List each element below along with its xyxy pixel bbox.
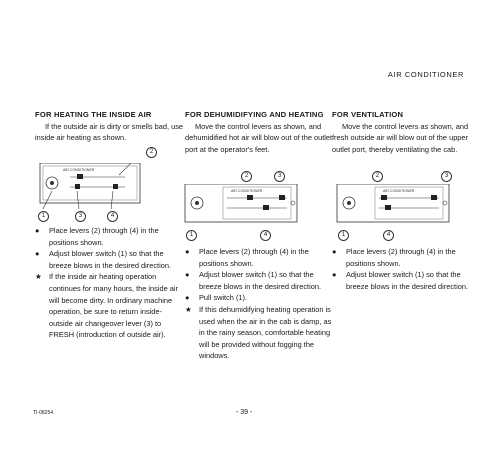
- col2-intro: Move the control levers as shown, and dehumidified hot air will blow out of the outlet port at the operator's feet.: [185, 121, 333, 154]
- col3-ref-bottom-1: 1: [338, 230, 349, 241]
- list-item: ● Place levers (2) through (4) in the positions shown.: [185, 247, 309, 268]
- col3-ref-top-3: 3: [441, 171, 452, 182]
- col1-ref-top-2: 2: [146, 147, 157, 158]
- col1-ref-bottom-4: 4: [107, 211, 118, 222]
- column-dehumidifying: [185, 109, 335, 155]
- column-ventilation: [332, 109, 482, 155]
- section-header: AIR CONDITIONER: [387, 70, 464, 79]
- list-item: ● Adjust blower switch (1) so that the breeze blows in the desired direction.: [332, 270, 469, 291]
- col2-ref-bottom-4: 4: [260, 230, 271, 241]
- panel-diagram-dehumidifying: [183, 184, 303, 228]
- lever-3-icon: [431, 195, 437, 200]
- col3-intro: Move the control levers as shown, and fresh outside air will blow out of the upper outlet port, thereby ventilating the cab.: [332, 121, 469, 154]
- lever-3-icon: [279, 195, 285, 200]
- list-item: ★ If the inside air heating operation continues for many hours, the inside air will become dirty. In ordinary machine operation, be sure to return inside-outside air changeover lever (3) to FRESH (introduction of outside air).: [35, 272, 178, 340]
- lever-2-icon: [77, 174, 83, 179]
- list-item: ● Adjust blower switch (1) so that the breeze blows in the desired direction.: [35, 249, 172, 270]
- col3-ref-top-2: 2: [372, 171, 383, 182]
- column-heating: [35, 109, 185, 144]
- list-item: ● Adjust blower switch (1) so that the breeze blows in the desired direction.: [185, 270, 322, 291]
- col2-ref-bottom-1: 1: [186, 230, 197, 241]
- panel-diagram-ventilation: [335, 184, 455, 228]
- svg-text:AIR CONDITIONER: AIR CONDITIONER: [383, 189, 415, 193]
- col1-title: FOR HEATING THE INSIDE AIR: [35, 110, 152, 119]
- col2-list: [185, 246, 335, 362]
- panel-diagram-heating: [35, 163, 145, 211]
- lever-2-icon: [247, 195, 253, 200]
- lever-4-icon: [263, 205, 269, 210]
- list-item: ★ If this dehumidifying heating operation is used when the air in the cab is damp, as in the rainy season, comfortable heating will be provided without fogging the windows.: [185, 304, 332, 361]
- lever-3-icon: [75, 184, 80, 189]
- list-item: ● Pull switch (1).: [185, 293, 248, 303]
- col1-ref-bottom-3: 3: [75, 211, 86, 222]
- lever-4-icon: [113, 184, 118, 189]
- col1-intro: If the outside air is dirty or smells bad, use inside air heating as shown.: [35, 121, 184, 143]
- lever-4-icon: [385, 205, 391, 210]
- col1-list: [35, 225, 185, 341]
- page-number: - 39 -: [236, 409, 253, 416]
- list-item: ● Place levers (2) through (4) in the positions shown.: [35, 226, 159, 247]
- panel-label: AIR CONDITIONER: [63, 168, 95, 172]
- col3-list: [332, 246, 482, 292]
- col2-title: FOR DEHUMIDIFYING AND HEATING: [185, 110, 324, 119]
- svg-text:AIR CONDITIONER: AIR CONDITIONER: [231, 189, 263, 193]
- col1-ref-bottom-1: 1: [38, 211, 49, 222]
- col3-ref-bottom-4: 4: [383, 230, 394, 241]
- footer-code: TI-08254: [33, 410, 54, 416]
- lever-2-icon: [381, 195, 387, 200]
- col2-ref-top-2: 2: [241, 171, 252, 182]
- list-item: ● Place levers (2) through (4) in the positions shown.: [332, 247, 456, 268]
- col2-ref-top-3: 3: [274, 171, 285, 182]
- col3-title: FOR VENTILATION: [332, 110, 404, 119]
